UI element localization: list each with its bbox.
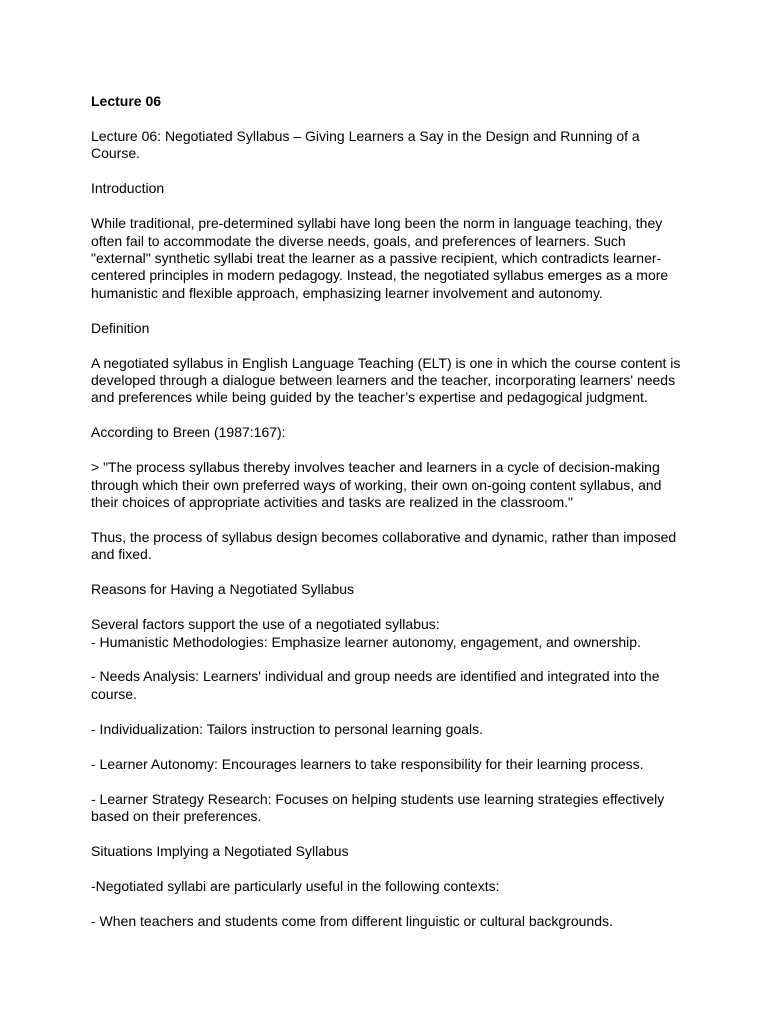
introduction-text: While traditional, pre-determined syllabi have long been the norm in language teaching, they often fail to accommodate the diverse needs, goals, and preferences of learners. Such "external" synthetic syllabi treat the learner as a passive recipient, which contradicts learner-centered principles in modern pedagogy. Instead, the negotiated syllabus emerges as a more humanistic and flexible approach, emphasizing learner involvement and autonomy.: [91, 215, 669, 301]
reason-item: - Individualization: Tailors instruction to personal learning goals.: [91, 720, 483, 737]
citation-intro: According to Breen (1987:167):: [91, 424, 286, 441]
document-page: [91, 93, 681, 948]
situation-item: - When teachers and students come from different linguistic or cultural backgrounds.: [91, 912, 613, 929]
definition-text: A negotiated syllabus in English Language Teaching (ELT) is one in which the course content is developed through a dialogue between learners and the teacher, incorporating learners' needs and preferences while being guided by the teacher’s expertise and pedagogical judgment.: [91, 354, 681, 406]
breen-quote: > "The process syllabus thereby involves teacher and learners in a cycle of decision-making through which their own preferred ways of working, their own on-going content syllabus, and their choices of appropriate activities and tasks are realized in the classroom.": [91, 459, 662, 510]
reasons-intro: Several factors support the use of a negotiated syllabus:: [91, 616, 440, 633]
situations-heading: Situations Implying a Negotiated Syllabus: [91, 842, 349, 859]
conclusion-text: Thus, the process of syllabus design becomes collaborative and dynamic, rather than imposed and fixed.: [91, 528, 677, 563]
situations-intro: -Negotiated syllabi are particularly useful in the following contexts:: [91, 877, 500, 894]
document-heading: Lecture 06: [91, 93, 162, 109]
introduction-heading: Introduction: [91, 180, 165, 197]
lecture-title: Lecture 06: Negotiated Syllabus – Giving Learners a Say in the Design and Running of a Course.: [91, 127, 640, 162]
reasons-heading: Reasons for Having a Negotiated Syllabus: [91, 581, 355, 598]
reason-item: - Needs Analysis: Learners' individual and group needs are identified and integrated into the course.: [91, 668, 660, 702]
definition-heading: Definition: [91, 319, 150, 336]
reason-item: - Learner Strategy Research: Focuses on helping students use learning strategies effectively based on their preferences.: [91, 790, 665, 824]
reason-item: - Humanistic Methodologies: Emphasize learner autonomy, engagement, and ownership.: [91, 633, 641, 650]
reason-item: - Learner Autonomy: Encourages learners to take responsibility for their learning process.: [91, 755, 644, 772]
